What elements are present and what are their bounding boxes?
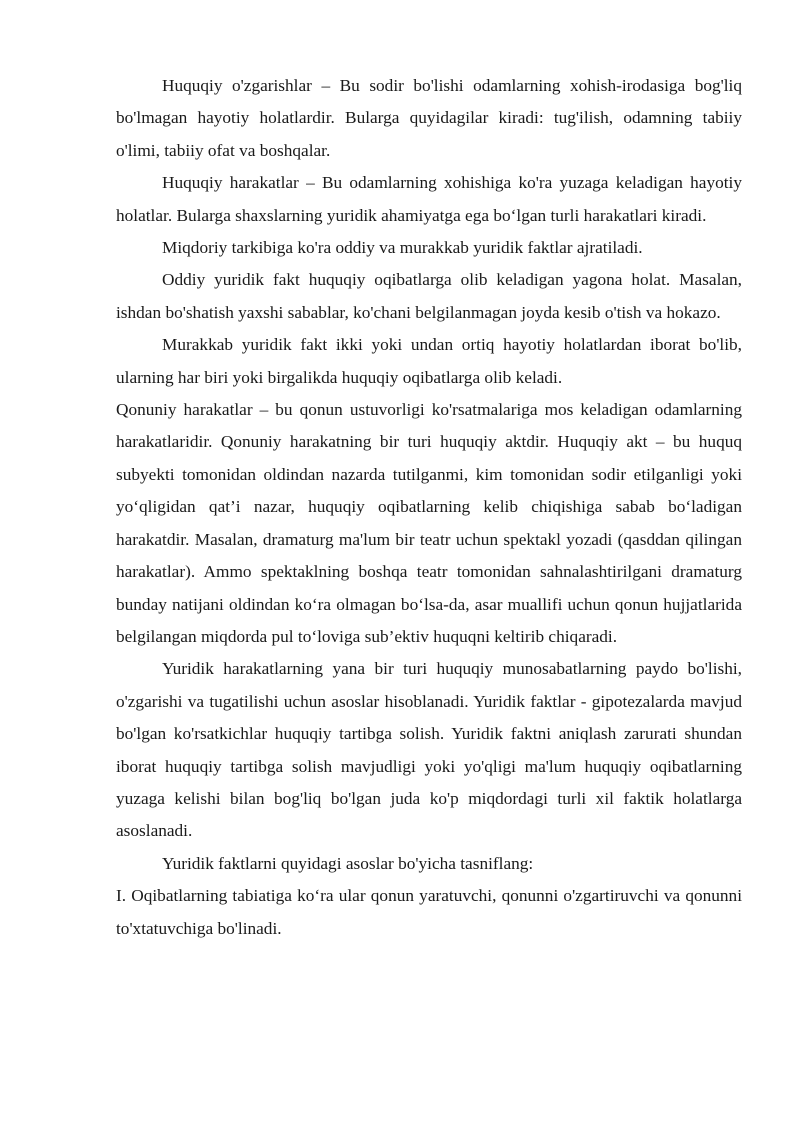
paragraph-legal-actions: Huquqiy harakatlar – Bu odamlarning xohishiga ko'ra yuzaga keladigan hayotiy holatlar. Bularga shaxslarning yuridik ahamiyatga ega bo‘lgan turli harakatlari kiradi. (116, 173, 742, 225)
paragraph-simple-legal-fact: Oddiy yuridik fakt huquqiy oqibatlarga olib keladigan yagona holat. Masalan, ishdan bo'shatish yaxshi sabablar, ko'chani belgilanmagan joyda kesib o'tish va hokazo. (116, 270, 742, 322)
paragraph-classification-item-1: I. Oqibatlarning tabiatiga ko‘ra ular qonun yaratuvchi, qonunni o'zgartiruvchi va qonunni to'xtatuvchiga bo'linadi. (116, 886, 742, 938)
paragraph-legal-actions-grounds: Yuridik harakatlarning yana bir turi huquqiy munosabatlarning paydo bo'lishi, o'zgarishi va tugatilishi uchun asoslar hisoblanadi. Yuridik faktlar - gipotezalarda mavjud bo'lgan ko'rsatkichlar huquqiy tartibga solish. Yuridik faktni aniqlash zarurati shundan iborat huquqiy tartibga solish mavjudligi yoki yo'qligi ma'lum huquqiy oqibatlarning yuzaga kelishi bilan bog'liq bo'lgan juda ko'p miqdordagi turli xil faktik holatlarga asoslanadi. (116, 659, 742, 841)
paragraph-legal-changes: Huquqiy o'zgarishlar – Bu sodir bo'lishi odamlarning xohish-irodasiga bog'liq bo'lmagan hayotiy holatlardir. Bularga quyidagilar kiradi: tug'ilish, odamning tabiiy o'limi, tabiiy ofat va boshqalar. (116, 76, 742, 160)
paragraph-classification-intro: Yuridik faktlarni quyidagi asoslar bo'yicha tasniflang: (162, 853, 534, 873)
document-body (116, 70, 742, 945)
paragraph-lawful-actions: Qonuniy harakatlar – bu qonun ustuvorligi ko'rsatmalariga mos keladigan odamlarning harakatlaridir. Qonuniy harakatning bir turi huquqiy aktdir. Huquqiy akt – bu huquq subyekti tomonidan oldindan nazarda tutilganmi, kim tomonidan sodir etilganligi yoki yo‘qligidan qat’i nazar, huquqiy oqibatlarning kelib chiqishiga sabab bo‘ladigan harakatdir. Masalan, dramaturg ma'lum bir teatr uchun spektakl yozadi (qasddan qilingan harakatlar). Ammo spektaklning boshqa teatr tomonidan sahnalashtirilgani dramaturg bunday natijani oldindan ko‘ra olmagan bo‘lsa-da, asar muallifi uchun qonun hujjatlarida belgilangan miqdorda pul to‘loviga sub’ektiv huquqni keltirib chiqaradi. (116, 400, 742, 646)
paragraph-complex-legal-fact: Murakkab yuridik fakt ikki yoki undan ortiq hayotiy holatlardan iborat bo'lib, ularning har biri yoki birgalikda huquqiy oqibatlarga olib keladi. (116, 335, 742, 387)
paragraph-quantitative-composition: Miqdoriy tarkibiga ko'ra oddiy va murakkab yuridik faktlar ajratiladi. (162, 238, 643, 258)
